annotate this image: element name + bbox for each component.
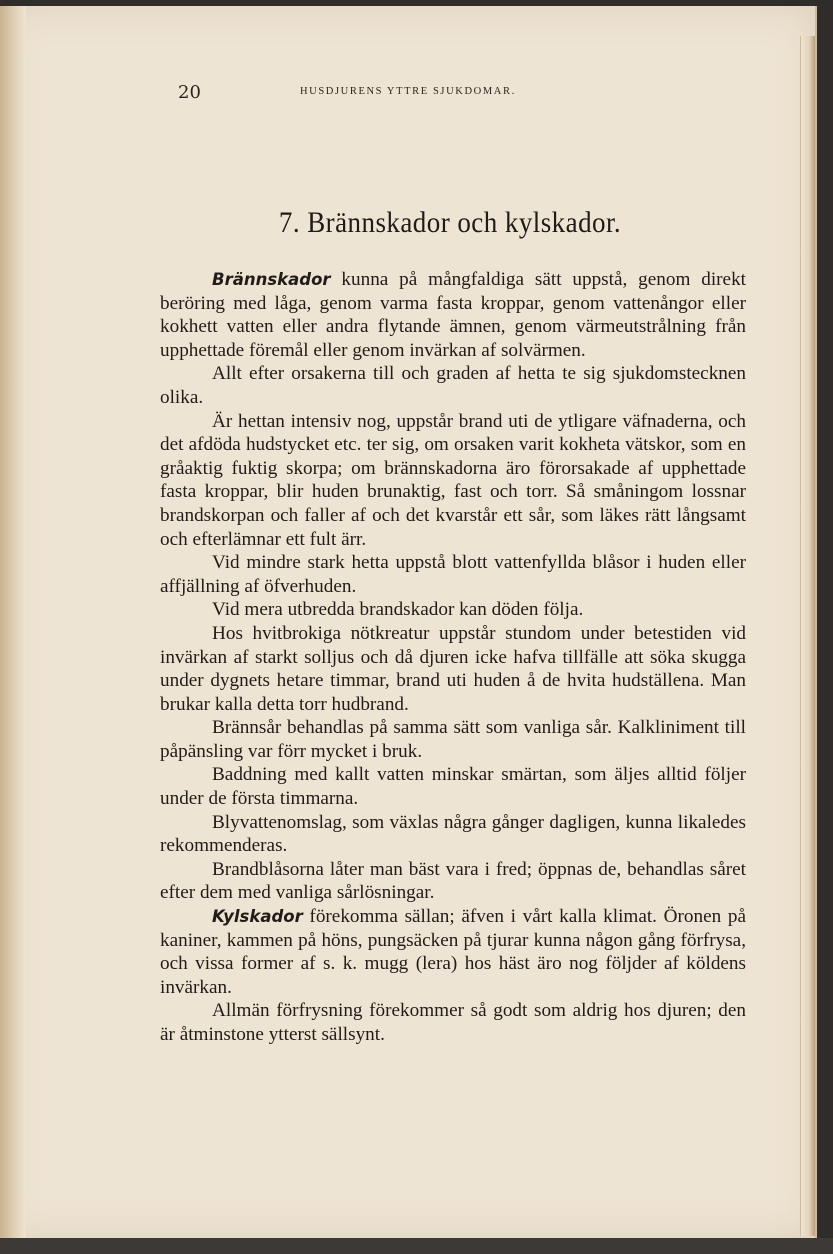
- paragraph: Allt efter orsakerna till och graden af hetta te sig sjukdomstecknen olika.: [160, 363, 746, 408]
- background-surface: [0, 1238, 833, 1254]
- chapter-title: 7. Brännskador och kylskador.: [278, 206, 622, 239]
- lead-term: Brännskador: [212, 270, 331, 289]
- paragraph: Brännskador kunna på mångfaldiga sätt uppstå, genom direkt beröring med låga, genom varma fasta kroppar, genom vattenångor eller kokhett vatten eller andra flytande ämnen, genom värmeutstrålning från upphettade föremål eller genom invärkan af solvärmen.: [160, 269, 746, 361]
- page-header: [0, 82, 815, 104]
- paragraph: Blyvattenomslag, som växlas några gånger dagligen, kunna likaledes rekommenderas.: [160, 811, 746, 857]
- paragraph: Vid mindre stark hetta uppstå blott vattenfyllda blåsor i huden eller affjällning af öfverhuden.: [160, 552, 746, 597]
- page-gutter-shadow: [0, 6, 26, 1238]
- running-head: HUSDJURENS YTTRE SJUKDOMAR.: [300, 86, 516, 97]
- lead-term: Kylskador: [212, 907, 303, 927]
- book-page: [0, 6, 817, 1238]
- page-edge: [800, 36, 815, 1236]
- paragraph: Brännsår behandlas på samma sätt som vanliga sår. Kalkliniment till påpänsling var förr mycket i bruk.: [160, 717, 746, 762]
- paragraph: Allmän förfrysning förekommer så godt som aldrig hos djuren; den är åtminstone ytterst sällsynt.: [160, 1000, 746, 1045]
- paragraph: Vid mera utbredda brandskador kan döden följa.: [212, 599, 584, 621]
- paragraph: Hos hvitbrokiga nötkreatur uppstår stundom under betestiden vid invärkan af starkt solljus och då djuren icke hafva tillfälle att söka skugga under dygnets hetare timmar, brand uti huden å de hvita hudställena. Man brukar kalla detta torr hudbrand.: [160, 622, 746, 715]
- paragraph: Baddning med kallt vatten minskar smärtan, som äljes alltid följer under de första timmarna.: [160, 764, 746, 810]
- body-text: [160, 268, 746, 1047]
- paragraph: Brandblåsorna låter man bäst vara i fred; öppnas de, behandlas såret efter dem med vanliga sårlösningar.: [160, 858, 746, 904]
- page-number: 20: [178, 82, 201, 103]
- paragraph: Kylskador förekomma sällan; äfven i vårt kalla klimat. Öronen på kaniner, kammen på höns, pungsäcken på tjurar kunna någon gång förfrysa, och vissa former af s. k. mugg (lera) hos häst äro nog följder af köldens invärkan.: [160, 906, 746, 998]
- paragraph: Är hettan intensiv nog, uppstår brand uti de ytligare väfnaderna, och det afdöda hudstycket etc. ter sig, om orsaken varit kokheta vätskor, som en gråaktig fuktig skorpa; om brännskadorna äro förorsakade af upphettade fasta kroppar, blir huden brunaktig, fast och torr. Så småningom lossnar brandskorpan och faller af och det kvarstår ett sår, som läkes rätt långsamt och efterlämnar ett fult ärr.: [160, 410, 746, 550]
